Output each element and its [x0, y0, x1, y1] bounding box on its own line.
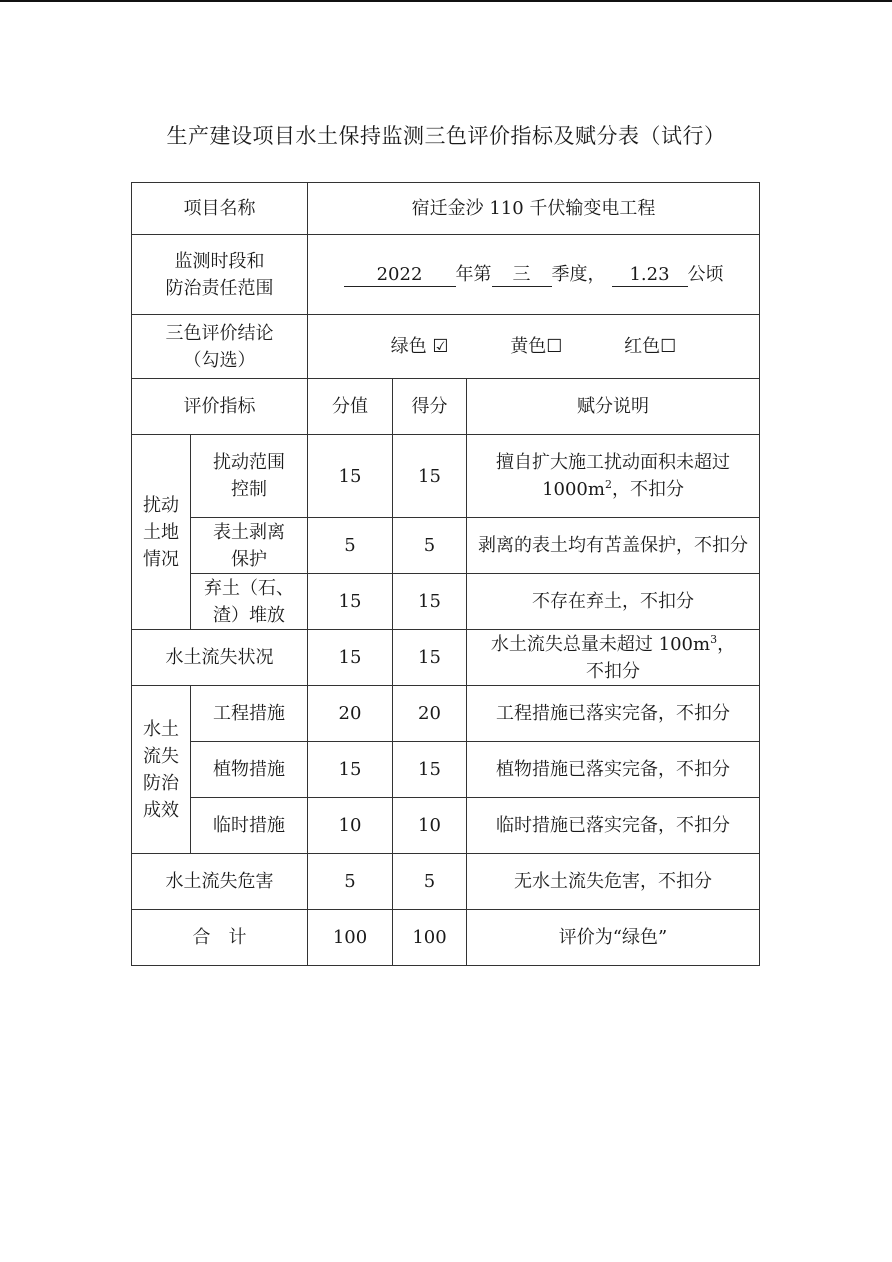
- row-name: 水土流失状况: [132, 630, 308, 686]
- period-label: [132, 235, 308, 315]
- row-got: 10: [393, 798, 467, 854]
- period-row: [132, 235, 760, 315]
- row-note: 水土流失总量未超过 $100m^3$， 不扣分: [467, 630, 760, 686]
- row-note: 剥离的表土均有苫盖保护，不扣分: [467, 518, 760, 574]
- row-name: 工程措施: [191, 686, 308, 742]
- header-row: [132, 379, 760, 435]
- project-label: 项目名称: [132, 183, 308, 235]
- area-field: 1.23: [612, 264, 688, 287]
- option-green-checkbox[interactable]: 绿色 ☑: [390, 336, 449, 357]
- row-got: 5: [393, 854, 467, 910]
- conclusion-label-line1: 三色评价结论: [165, 322, 274, 344]
- conclusion-row: [132, 315, 760, 379]
- row-got: 15: [393, 742, 467, 798]
- total-row: [132, 910, 760, 966]
- row-got: 5: [393, 518, 467, 574]
- total-label: 合 计: [132, 910, 308, 966]
- row-score: 20: [308, 686, 393, 742]
- table-row: [132, 798, 760, 854]
- option-red-checkbox[interactable]: 红色☐: [624, 336, 677, 357]
- row-score: 15: [308, 630, 393, 686]
- table-row: [132, 686, 760, 742]
- header-note: 赋分说明: [467, 379, 760, 435]
- period-label-line1: 监测时段和: [174, 250, 265, 272]
- option-yellow-checkbox[interactable]: 黄色☐: [510, 336, 563, 357]
- table-row: [132, 630, 760, 686]
- period-label-line2: 防治责任范围: [165, 277, 274, 299]
- period-value: [308, 235, 760, 315]
- table-row: [132, 574, 760, 630]
- header-indicator: 评价指标: [132, 379, 308, 435]
- row-got: 15: [393, 630, 467, 686]
- page-top-border: [0, 0, 892, 2]
- header-got: 得分: [393, 379, 467, 435]
- total-got: 100: [393, 910, 467, 966]
- conclusion-label: [132, 315, 308, 379]
- conclusion-label-line2: （勾选）: [183, 349, 256, 371]
- row-note: 无水土流失危害，不扣分: [467, 854, 760, 910]
- row-got: 15: [393, 435, 467, 518]
- row-name: 水土流失危害: [132, 854, 308, 910]
- row-name: 扰动范围 控制: [191, 435, 308, 518]
- row-got: 15: [393, 574, 467, 630]
- table-row: [132, 854, 760, 910]
- table-row: [132, 518, 760, 574]
- row-score: 10: [308, 798, 393, 854]
- total-score: 100: [308, 910, 393, 966]
- group-prevention: 水土 流失 防治 成效: [132, 686, 191, 854]
- row-name: 表土剥离 保护: [191, 518, 308, 574]
- quarter-field: 三: [492, 264, 552, 287]
- row-score: 15: [308, 742, 393, 798]
- year-suffix: 年第: [455, 264, 492, 285]
- quarter-suffix: 季度，: [551, 264, 606, 285]
- project-value: 宿迁金沙 110 千伏输变电工程: [308, 183, 760, 235]
- page-title: 生产建设项目水土保持监测三色评价指标及赋分表（试行）: [166, 124, 726, 148]
- evaluation-table: [131, 182, 760, 966]
- row-score: 15: [308, 574, 393, 630]
- project-row: [132, 183, 760, 235]
- row-got: 20: [393, 686, 467, 742]
- area-unit: 公顷: [687, 264, 724, 285]
- row-score: 5: [308, 518, 393, 574]
- row-name: 临时措施: [191, 798, 308, 854]
- year-field: 2022: [344, 264, 456, 287]
- total-note: 评价为“绿色”: [467, 910, 760, 966]
- header-score: 分值: [308, 379, 393, 435]
- row-name: 弃土（石、 渣）堆放: [191, 574, 308, 630]
- table-row: [132, 742, 760, 798]
- conclusion-options: [308, 315, 760, 379]
- row-note: 不存在弃土，不扣分: [467, 574, 760, 630]
- row-score: 15: [308, 435, 393, 518]
- row-score: 5: [308, 854, 393, 910]
- row-note: 临时措施已落实完备，不扣分: [467, 798, 760, 854]
- row-note: 植物措施已落实完备，不扣分: [467, 742, 760, 798]
- group-disturb: 扰动 土地 情况: [132, 435, 191, 630]
- row-note: 擅自扩大施工扰动面积未超过$1000m^2$，不扣分: [467, 435, 760, 518]
- table-row: [132, 435, 760, 518]
- row-name: 植物措施: [191, 742, 308, 798]
- row-note: 工程措施已落实完备，不扣分: [467, 686, 760, 742]
